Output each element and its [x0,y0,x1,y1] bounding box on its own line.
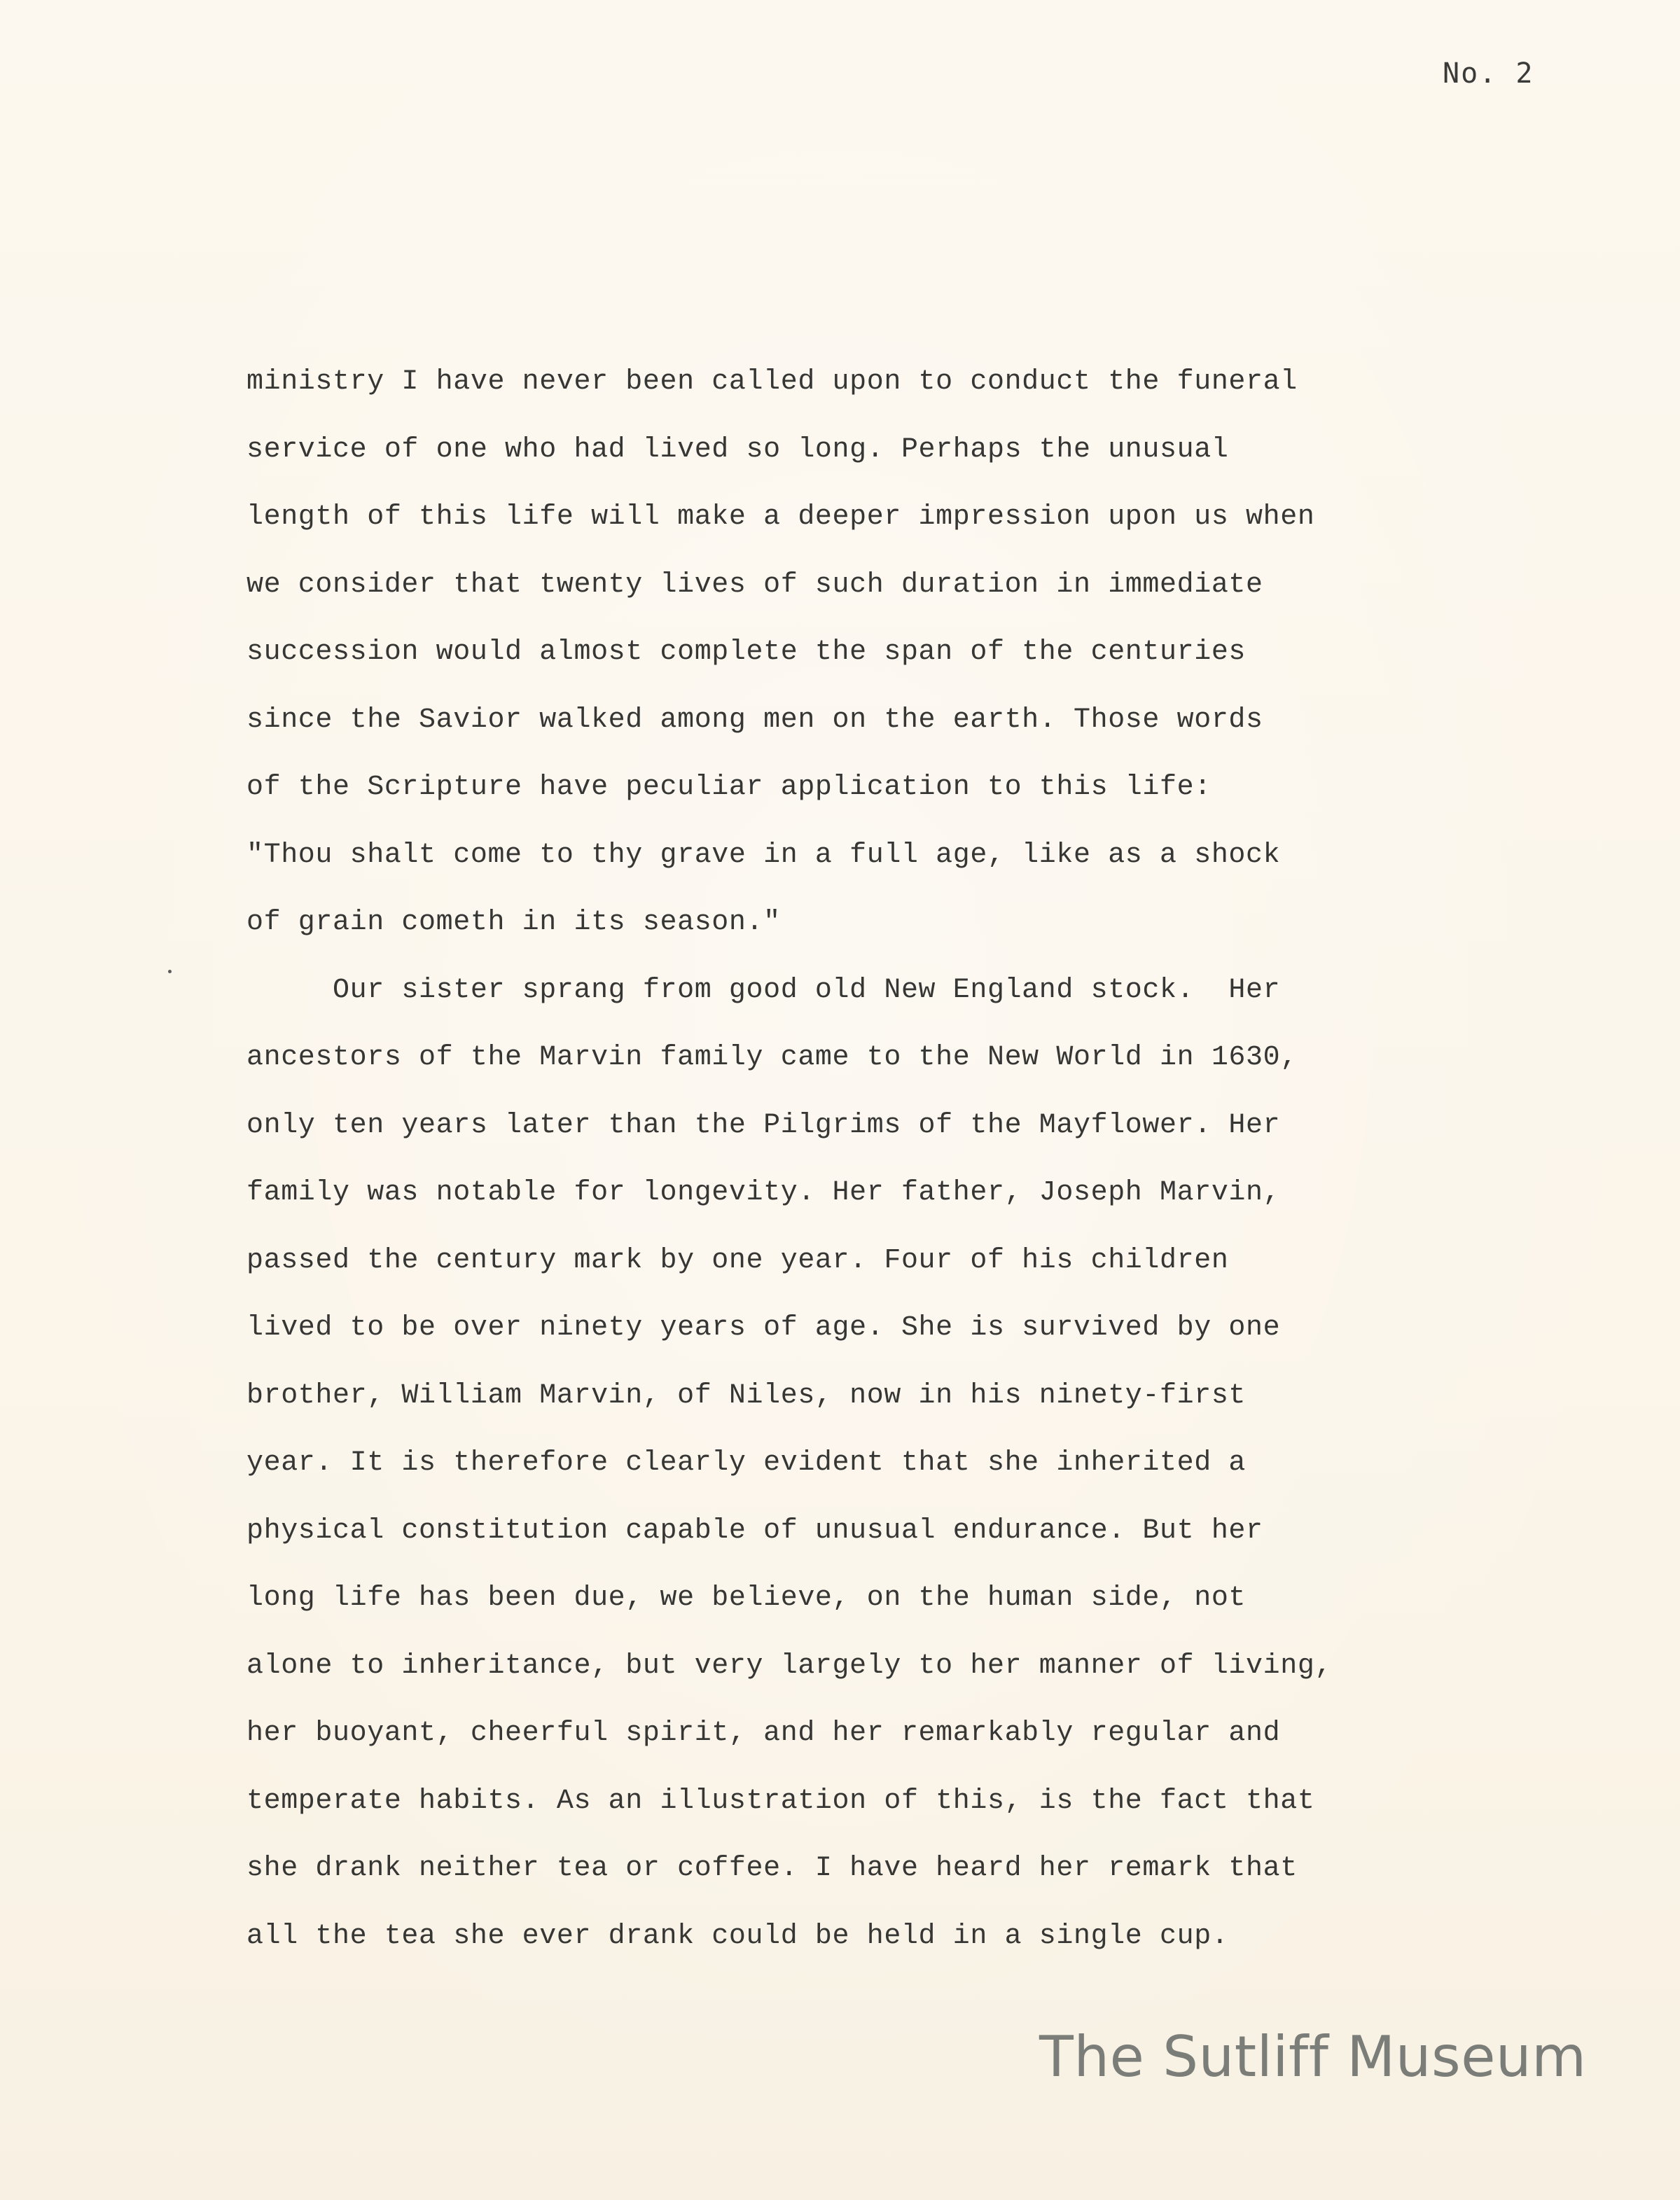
text-line: Our sister sprang from good old New England stock. Her [247,974,1281,1006]
text-line: she drank neither tea or coffee. I have heard her remark that [247,1853,1298,1884]
text-line: long life has been due, we believe, on the human side, not [247,1582,1247,1614]
text-line: service of one who had lived so long. Perhaps the unusual [247,433,1229,466]
text-line: physical constitution capable of unusual endurance. But her [247,1515,1263,1547]
text-line: ministry I have never been called upon to conduct the funeral [247,366,1298,398]
paper-speck [168,970,172,973]
text-line: passed the century mark by one year. Four of his children [247,1244,1229,1276]
text-line: we consider that twenty lives of such duration in immediate [247,569,1263,601]
text-line: ancestors of the Marvin family came to the New World in 1630, [247,1042,1298,1073]
text-line: "Thou shalt come to thy grave in a full age, like as a shock [247,839,1281,871]
text-line: of the Scripture have peculiar application to this life: [247,772,1212,803]
text-line: only ten years later than the Pilgrims of the Mayflower. Her [247,1109,1281,1141]
text-line: alone to inheritance, but very largely to her manner of living, [247,1650,1333,1682]
text-line: year. It is therefore clearly evident that she inherited a [247,1447,1247,1479]
typed-text-body [247,361,1549,1983]
text-line: all the tea she ever drank could be held in a single cup. [247,1920,1229,1952]
text-line: her buoyant, cheerful spirit, and her remarkably regular and [247,1718,1281,1749]
text-line: brother, William Marvin, of Niles, now in his ninety-first [247,1379,1247,1412]
text-line: length of this life will make a deeper impression upon us when [247,501,1315,533]
text-line: temperate habits. As an illustration of this, is the fact that [247,1785,1315,1817]
text-line: succession would almost complete the span of the centuries [247,636,1247,668]
text-line: of grain cometh in its season." [247,907,781,938]
text-line: family was notable for longevity. Her father, Joseph Marvin, [247,1177,1281,1209]
text-line: lived to be over ninety years of age. She is survived by one [247,1312,1281,1344]
page-number: No. 2 [1443,57,1534,90]
text-line: since the Savior walked among men on the earth. Those words [247,704,1263,736]
museum-watermark: The Sutliff Museum [1039,2024,1587,2089]
